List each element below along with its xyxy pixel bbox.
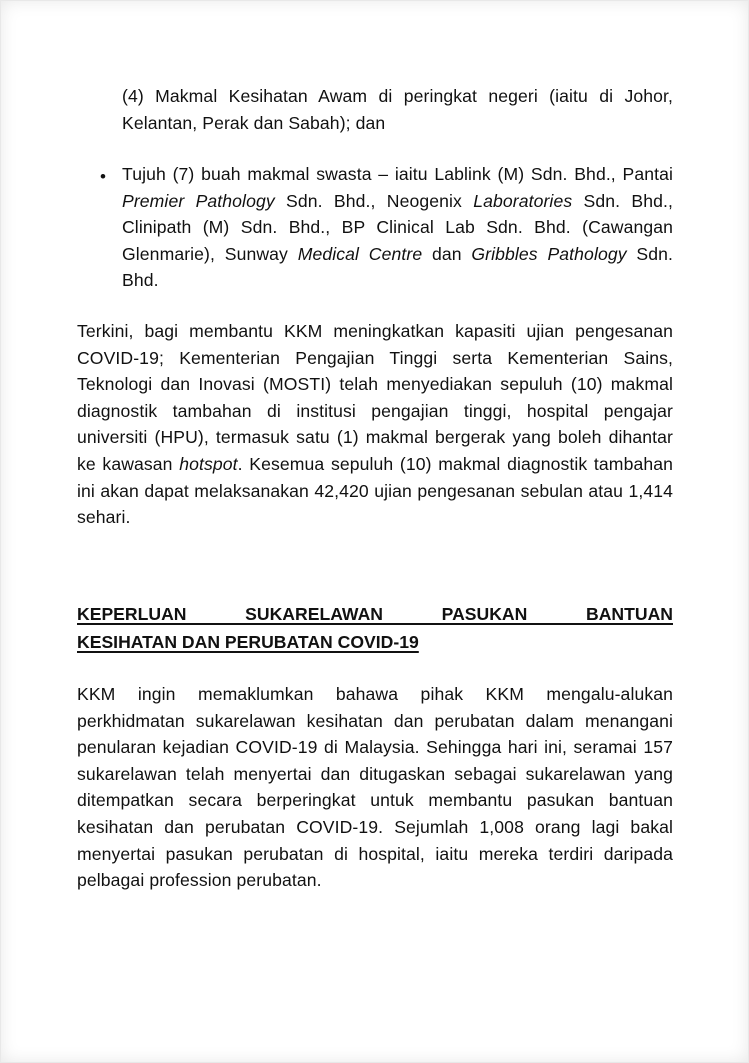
section-heading-line-2: KESIHATAN DAN PERUBATAN COVID-19: [77, 632, 419, 652]
list-continuation-text: (4) Makmal Kesihatan Awam di peringkat negeri (iaitu di Johor, Kelantan, Perak dan Sabah); dan: [122, 86, 673, 133]
bullet-marker: •: [100, 167, 106, 186]
section-heading: [77, 600, 673, 656]
private-labs-bullet-text: Tujuh (7) buah makmal swasta – iaitu Lablink (M) Sdn. Bhd., Pantai Premier Pathology Sdn. Bhd., Neogenix Laboratories Sdn. Bhd., Clinipath (M) Sdn. Bhd., BP Clinical Lab Sdn. Bhd. (Cawangan Glenmarie), Sunway Medical Centre dan Gribbles Pathology Sdn. Bhd.: [122, 164, 673, 291]
paragraph-terkini: Terkini, bagi membantu KKM meningkatkan kapasiti ujian pengesanan COVID-19; Kementerian Pengajian Tinggi serta Kementerian Sains, Teknologi dan Inovasi (MOSTI) telah menyediakan sepuluh (10) makmal diagnostik tambahan di institusi pengajian tinggi, hospital pengajar universiti (HPU), termasuk satu (1) makmal bergerak yang boleh dihantar ke kawasan hotspot. Kesemua sepuluh (10) makmal diagnostik tambahan ini akan dapat melaksanakan 42,420 ujian pengesanan sebulan atau 1,414 sehari.: [77, 321, 673, 528]
paragraph-kkm-volunteers: KKM ingin memaklumkan bahawa pihak KKM mengalu-alukan perkhidmatan sukarelawan kesihatan dan perubatan dalam menangani penularan kejadian COVID-19 di Malaysia. Sehingga hari ini, seramai 157 sukarelawan telah menyertai dan ditugaskan sebagai sukarelawan yang ditempatkan secara berperingkat untuk membantu pasukan bantuan kesihatan dan perubatan COVID-19. Sejumlah 1,008 orang lagi bakal menyertai pasukan perubatan di hospital, iaitu mereka terdiri daripada pelbagai profession perubatan.: [77, 684, 673, 891]
section-heading-line-1: KEPERLUAN SUKARELAWAN PASUKAN BANTUAN: [77, 604, 673, 624]
